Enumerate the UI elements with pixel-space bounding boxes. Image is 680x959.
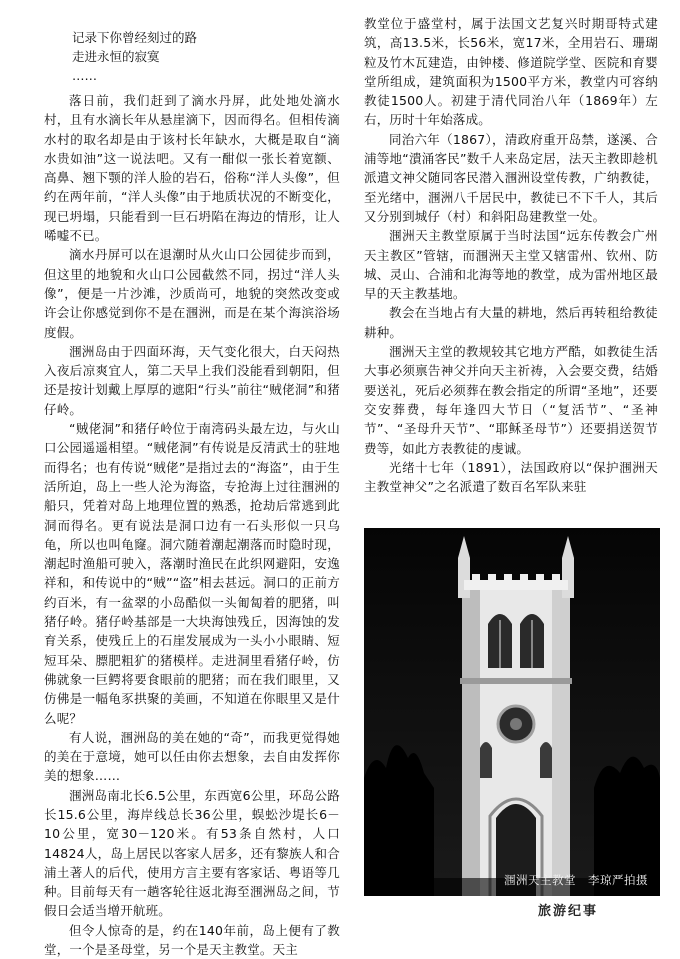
article-paragraph: 涠洲岛由于四面环海，天气变化很大，白天闷热入夜后凉爽宜人，第二天早上我们没能看到朝阳，但还是按计划戴上厚厚的遮阳“行头”前往“贼佬洞”和猪仔岭。 — [44, 343, 340, 417]
epigraph-ellipsis: …… — [72, 68, 97, 83]
article-paragraph: 同治六年（1867），清政府重开岛禁，遂溪、合浦等地“潰涌客民”数千人来岛定居，法天主教即趁机派遣文神父随同客民潜入涠洲设堂传教，广纳教徒，至光绪中，涠洲八千居民中，教徒已不下千人，其后又分别到城仔（村）和斜阳岛建教堂一处。 — [364, 131, 658, 224]
epigraph — [72, 28, 340, 85]
church-illustration — [364, 528, 660, 896]
left-column — [44, 14, 340, 959]
page-footer-mark: 旅游纪事 — [538, 904, 599, 919]
article-paragraph: 滴水丹屏可以在退潮时从火山口公园徒步而到，但这里的地貌和火山口公园截然不同，拐过“洋人头像”，便是一片沙滩，沙质尚可，地貌的突然改变或许会让你感觉到你不是在涠洲，而是在某个海滨浴场度假。 — [44, 247, 340, 340]
article-paragraph: 落日前，我们赶到了滴水丹屏，此处地处滴水村，且有水滴长年从悬崖滴下，因而得名。但相传滴水村的取名却是由于该村长年缺水，大概是取自“滴水贵如油”这一说法吧。又有一酣似一张长着宽额、高鼻、翘下颚的洋人脸的岩石，俗称“洋人头像”，但约在两年前，“洋人头像”由于地质状况的不断变化，现已坍塌，只能看到一巨石坍陷在海边的情形，让人唏嘘不已。 — [44, 93, 340, 244]
article-paragraph: 有人说，涠洲岛的美在她的“奇”，而我更觉得她的美在于意境，她可以任由你去想象，去自由发挥你美的想象…… — [44, 729, 340, 784]
photo-caption: 涠洲天主教堂 李琼严拍摄 — [504, 873, 648, 887]
epigraph-line: 走进永恒的寂寞 — [72, 49, 160, 64]
article-paragraph: 但令人惊奇的是，约在140年前，岛上便有了教堂，一个是圣母堂，另一个是天主教堂。天主 — [44, 922, 340, 958]
article-paragraph: 教会在当地占有大量的耕地，然后再转租给教徒耕种。 — [364, 305, 658, 340]
article-paragraph: 光绪十七年（1891），法国政府以“保护涠洲天主教堂神父”之名派遣了数百名军队来驻 — [364, 459, 658, 495]
epigraph-line: 记录下你曾经刻过的路 — [72, 30, 198, 45]
article-paragraph: 涠洲岛南北长6.5公里，东西宽6公里，环岛公路长15.6公里，海岸线总长36公里，蜈蚣沙堤长6－10公里，宽30－120米。有53条自然村，人口14824人，岛上居民以客家人居多，还有黎族人和合浦土著人的后代，使用方言主要有客家话、粤语等几种。目前每天有一趟客轮往返北海至涠洲岛之间，节假日会适当增开航班。 — [44, 787, 340, 919]
church-tower — [458, 536, 574, 896]
article-paragraph-continued: 教堂位于盛堂村，属于法国文艺复兴时期哥特式建筑，高13.5米，长56米，宽17米，全用岩石、珊瑚粒及竹木瓦建造，由钟楼、修道院学堂、医院和育婴堂所组成，建筑面积为1500平方米，教堂内可容纳教徒1500人。初建于清代同治八年（1869年）左右，历时十年始落成。 — [364, 16, 658, 128]
article-paragraph: 涠洲天主堂的教规较其它地方严酷，如教徒生活大事必须禀告神父并向天主祈祷，入会要交费，结婚要送礼，死后必须葬在教会指定的所谓“圣地”，还要交安葬费，每年逢四大节日（“复活节”、“圣神节”、“圣母升天节”、“耶稣圣母节”）还要捐送贺节费等，如此方表教徒的虔诚。 — [364, 344, 658, 456]
article-paragraph: “贼佬洞”和猪仔岭位于南湾码头最左边，与火山口公园遥遥相望。“贼佬洞”有传说是反清武士的驻地而得名；也有传说“贼佬”是指过去的“海盗”，由于生活所迫，岛上一些人沦为海盗，专抢海上过往涠洲的船只，凭着对岛上地理位置的熟悉，抢劫后常逃到此洞而得名。更有说法是洞口边有一石头形似一只乌龟，所以也叫龟窿。洞穴随着潮起潮落而时隐时现，潮起时渔船可驶入，落潮时渔民在此织网避阳，安逸祥和，和传说中的“贼”“盗”相去甚远。洞口的正前方约百米，有一盆翠的小岛酷似一头匍匐着的肥猪，叫猪仔岭。猪仔岭基部是一大块海蚀残丘，因海蚀的发育关系，使残丘上的石崖发展成为一头小小眼睛、短短耳朵、膘肥粗犷的猪模样。走进洞里看猪仔岭，仿佛就象一巨鳄将要食眼前的肥猪；而在我们眼里，又仿佛是一幅龟豕拱聚的美画，不知道在你眼里又是什么呢？ — [44, 421, 340, 726]
right-column — [364, 14, 658, 496]
article-paragraph: 涠洲天主教堂原属于当时法国“远东传教会广州天主教区”管辖，而涠洲天主堂又辖雷州、钦州、防城、灵山、合浦和北海等地的教堂，成为雷州地区最早的天主教基地。 — [364, 228, 658, 302]
church-photo — [364, 528, 660, 896]
